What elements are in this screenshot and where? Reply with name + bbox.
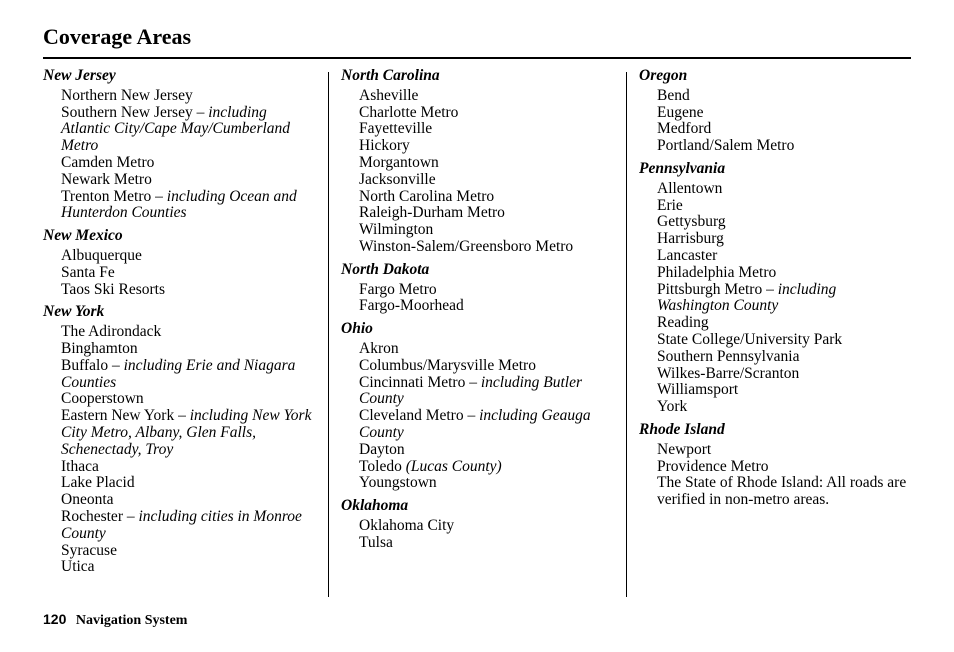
- area-name: Providence Metro: [657, 457, 769, 475]
- column-3: [639, 68, 909, 515]
- coverage-area: [359, 189, 611, 206]
- coverage-area: [657, 181, 909, 198]
- coverage-area: [359, 475, 611, 492]
- area-name: Eastern New York –: [61, 407, 190, 425]
- area-name: Pittsburgh Metro –: [657, 280, 778, 298]
- area-name: State College/University Park: [657, 330, 843, 348]
- state-heading: North Dakota: [341, 260, 430, 278]
- area-name: Northern New Jersey: [61, 86, 193, 104]
- area-name: Rochester –: [61, 507, 139, 525]
- state-heading: New Jersey: [43, 67, 116, 84]
- coverage-area: [61, 265, 313, 282]
- state-heading: Oklahoma: [341, 497, 409, 515]
- area-name: Dayton: [359, 440, 405, 458]
- coverage-area: [657, 105, 909, 122]
- area-name: Trenton Metro –: [61, 187, 167, 205]
- coverage-area: [359, 442, 611, 459]
- state-section: [43, 68, 313, 222]
- coverage-area: [61, 391, 313, 408]
- coverage-area: [359, 172, 611, 189]
- area-name: Tulsa: [359, 533, 393, 551]
- coverage-area: [61, 282, 313, 299]
- area-note: including Ocean and Hunterdon Counties: [61, 187, 297, 222]
- area-name: The Adirondack: [61, 323, 162, 341]
- area-name: Wilmington: [359, 221, 434, 239]
- page-number: 120: [43, 611, 67, 627]
- state-heading: Rhode Island: [639, 420, 725, 438]
- area-name: Reading: [657, 314, 709, 332]
- coverage-area: [657, 366, 909, 383]
- coverage-area: [657, 382, 909, 399]
- column-2: [341, 68, 611, 558]
- area-name: Fargo Metro: [359, 280, 437, 298]
- coverage-area: [657, 88, 909, 105]
- area-name: Asheville: [359, 86, 419, 104]
- coverage-area: [359, 282, 611, 299]
- area-name: Portland/Salem Metro: [657, 137, 795, 155]
- coverage-area: [61, 248, 313, 265]
- coverage-area: [359, 358, 611, 375]
- area-name: Toledo: [359, 457, 406, 475]
- area-name: Morgantown: [359, 153, 439, 171]
- state-heading: Pennsylvania: [639, 159, 726, 177]
- area-note: including Washington County: [657, 280, 837, 315]
- coverage-area: [359, 205, 611, 222]
- coverage-area: [359, 239, 611, 256]
- coverage-area: [657, 442, 909, 459]
- coverage-list: [43, 324, 313, 576]
- state-section: [43, 304, 313, 576]
- area-name: Camden Metro: [61, 153, 155, 171]
- coverage-area: [61, 543, 313, 560]
- coverage-area: [61, 459, 313, 476]
- area-name: Albuquerque: [61, 246, 142, 264]
- area-name: Newport: [657, 440, 712, 458]
- area-name: Santa Fe: [61, 263, 115, 281]
- coverage-area: [61, 509, 313, 543]
- area-name: Philadelphia Metro: [657, 263, 777, 281]
- page-footer: [43, 611, 187, 629]
- state-heading: New York: [43, 303, 105, 321]
- coverage-area: [359, 518, 611, 535]
- area-name: Medford: [657, 120, 712, 138]
- coverage-list: [341, 282, 611, 316]
- coverage-area: [61, 172, 313, 189]
- area-name: Syracuse: [61, 541, 117, 559]
- state-section: [341, 68, 611, 256]
- area-name: Southern New Jersey –: [61, 103, 209, 121]
- coverage-area: [359, 459, 611, 476]
- area-name: Raleigh-Durham Metro: [359, 204, 505, 222]
- area-name: Charlotte Metro: [359, 103, 459, 121]
- coverage-list: [43, 248, 313, 298]
- coverage-area: [61, 408, 313, 458]
- area-name: Oneonta: [61, 491, 114, 509]
- coverage-list: [639, 442, 909, 509]
- area-name: Taos Ski Resorts: [61, 280, 165, 298]
- area-name: Allentown: [657, 179, 723, 197]
- coverage-area: [657, 475, 909, 509]
- coverage-list: [341, 88, 611, 256]
- area-note: including cities in Monroe County: [61, 507, 302, 542]
- area-name: Binghamton: [61, 339, 138, 357]
- coverage-area: [657, 214, 909, 231]
- area-note: including Erie and Niagara Counties: [61, 356, 296, 391]
- area-name: Southern Pennsylvania: [657, 347, 800, 365]
- coverage-area: [359, 222, 611, 239]
- area-name: Gettysburg: [657, 213, 726, 231]
- coverage-area: [657, 459, 909, 476]
- coverage-area: [61, 341, 313, 358]
- area-name: The State of Rhode Island: All roads are verified in non-metro areas.: [657, 474, 907, 509]
- coverage-area: [657, 349, 909, 366]
- area-name: Youngstown: [359, 474, 437, 492]
- area-name: Fayetteville: [359, 120, 433, 138]
- area-name: Harrisburg: [657, 230, 724, 248]
- coverage-area: [61, 559, 313, 576]
- area-note: including Atlantic City/Cape May/Cumberland Metro: [61, 103, 291, 155]
- coverage-area: [61, 475, 313, 492]
- area-note: including Geauga County: [359, 407, 591, 441]
- area-name: Eugene: [657, 103, 704, 121]
- coverage-area: [657, 282, 909, 316]
- coverage-area: [657, 265, 909, 282]
- coverage-area: [359, 138, 611, 155]
- column-1: [43, 68, 313, 582]
- coverage-area: [61, 105, 313, 155]
- coverage-area: [61, 189, 313, 223]
- coverage-area: [61, 492, 313, 509]
- area-note: including New York City Metro, Albany, Glen Falls, Schenectady, Troy: [61, 407, 312, 458]
- coverage-area: [657, 138, 909, 155]
- state-section: [341, 262, 611, 315]
- coverage-area: [657, 231, 909, 248]
- area-name: Utica: [61, 558, 95, 576]
- area-name: Ithaca: [61, 457, 99, 475]
- area-name: Buffalo –: [61, 356, 124, 374]
- page-title: Coverage Areas: [43, 24, 192, 49]
- area-name: Columbus/Marysville Metro: [359, 356, 536, 374]
- area-name: Cooperstown: [61, 390, 144, 408]
- area-name: North Carolina Metro: [359, 187, 495, 205]
- state-heading: North Carolina: [341, 67, 440, 84]
- coverage-area: [61, 88, 313, 105]
- state-heading: Ohio: [341, 320, 373, 338]
- title-rule: [43, 57, 911, 59]
- area-name: Cleveland Metro –: [359, 407, 480, 425]
- coverage-area: [657, 198, 909, 215]
- state-section: [43, 228, 313, 298]
- column-divider: [626, 72, 627, 597]
- area-name: Newark Metro: [61, 170, 152, 188]
- coverage-area: [359, 341, 611, 358]
- coverage-area: [657, 121, 909, 138]
- state-heading: Oregon: [639, 67, 688, 84]
- coverage-list: [639, 88, 909, 155]
- area-name: York: [657, 398, 688, 416]
- coverage-area: [657, 399, 909, 416]
- area-name: Oklahoma City: [359, 516, 455, 534]
- coverage-area: [359, 88, 611, 105]
- coverage-area: [359, 155, 611, 172]
- coverage-area: [359, 121, 611, 138]
- state-section: [639, 161, 909, 416]
- coverage-area: [657, 332, 909, 349]
- coverage-area: [61, 358, 313, 392]
- area-name: Lake Placid: [61, 474, 135, 492]
- area-name: Akron: [359, 339, 399, 357]
- column-divider: [328, 72, 329, 597]
- coverage-area: [359, 408, 611, 442]
- coverage-list: [341, 518, 611, 552]
- coverage-area: [657, 248, 909, 265]
- area-note: (Lucas County): [405, 457, 502, 475]
- coverage-list: [43, 88, 313, 222]
- area-name: Fargo-Moorhead: [359, 297, 464, 315]
- state-heading: New Mexico: [43, 227, 123, 245]
- state-section: [639, 422, 909, 509]
- coverage-area: [359, 535, 611, 552]
- coverage-area: [359, 375, 611, 409]
- area-name: Cincinnati Metro –: [359, 373, 481, 391]
- footer-label: Navigation System: [75, 613, 188, 628]
- coverage-area: [657, 315, 909, 332]
- area-name: Jacksonville: [359, 170, 436, 188]
- state-section: [341, 498, 611, 551]
- coverage-list: [639, 181, 909, 416]
- coverage-area: [359, 105, 611, 122]
- area-name: Wilkes-Barre/Scranton: [657, 364, 800, 382]
- area-name: Williamsport: [657, 381, 739, 399]
- coverage-area: [61, 324, 313, 341]
- state-section: [639, 68, 909, 155]
- coverage-list: [341, 341, 611, 492]
- area-name: Erie: [657, 196, 683, 214]
- area-note: including Butler County: [359, 373, 582, 408]
- coverage-area: [359, 298, 611, 315]
- area-name: Hickory: [359, 137, 410, 155]
- area-name: Lancaster: [657, 246, 718, 264]
- state-section: [341, 321, 611, 492]
- area-name: Winston-Salem/Greensboro Metro: [359, 237, 574, 255]
- area-name: Bend: [657, 86, 690, 104]
- coverage-area: [61, 155, 313, 172]
